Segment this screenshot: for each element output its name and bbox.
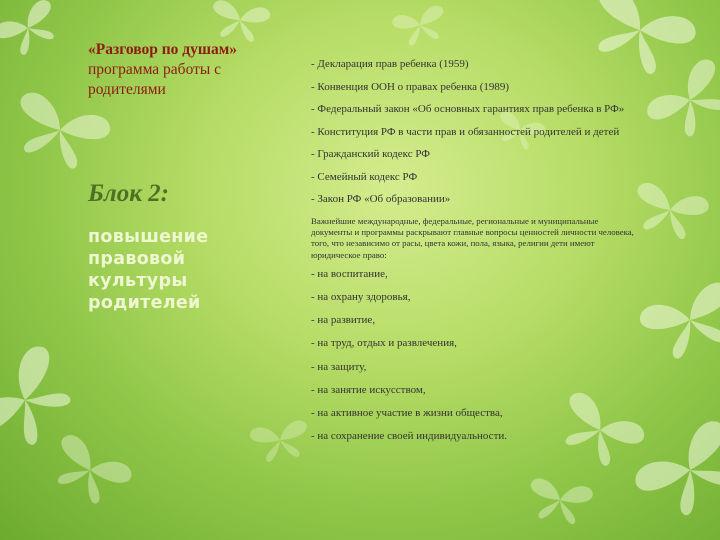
left-panel: [88, 40, 288, 100]
right-panel: [311, 58, 641, 453]
butterfly-icon: [637, 279, 720, 367]
right-item: - на активное участие в жизни общества,: [311, 406, 503, 419]
butterfly-icon: [391, 4, 450, 49]
law-item: - Декларация прав ребенка (1959): [311, 58, 469, 70]
right-item: - на защиту,: [311, 360, 367, 373]
program-title-bold: «Разговор по душам»: [88, 41, 238, 58]
law-item: - Семейный кодекс РФ: [311, 170, 418, 183]
law-item: - Закон РФ «Об образовании»: [311, 193, 451, 205]
rights-note: Важнейшие международные, федеральные, региональные и муниципальные документы и программы раскрывают главные вопросы ценностей личности человека, того, что независимо от расы, цвета кожи, пола, языка, религии дети имеют юридическое право:: [311, 215, 634, 260]
law-item: - Гражданский кодекс РФ: [311, 148, 430, 160]
right-item: - на труд, отдых и развлечения,: [311, 337, 457, 350]
butterfly-icon: [43, 431, 136, 513]
right-item: - на сохранение своей индивидуальности.: [311, 429, 508, 442]
right-item: - на развитие,: [311, 314, 376, 327]
block-subtitle: повышение правовой культуры родителей: [88, 227, 209, 313]
right-item: - на воспитание,: [311, 268, 388, 281]
program-title: [88, 40, 288, 100]
right-item: - на охрану здоровья,: [311, 291, 411, 304]
law-item: - Конституция РФ в части прав и обязанностей родителей и детей: [311, 125, 620, 138]
block-heading: Блок 2:: [88, 180, 169, 207]
right-item: - на занятие искусством,: [311, 383, 426, 396]
butterfly-icon: [249, 419, 312, 464]
law-item: - Конвенция ООН о правах ребенка (1989): [311, 80, 510, 93]
butterfly-icon: [5, 89, 114, 177]
program-title-rest: программа работы с родителями: [88, 61, 222, 98]
butterfly-icon: [0, 0, 66, 62]
butterfly-icon: [525, 477, 594, 527]
law-item: - Федеральный закон «Об основных гарантиях прав ребенка в РФ»: [311, 103, 625, 115]
butterfly-icon: [208, 0, 271, 44]
